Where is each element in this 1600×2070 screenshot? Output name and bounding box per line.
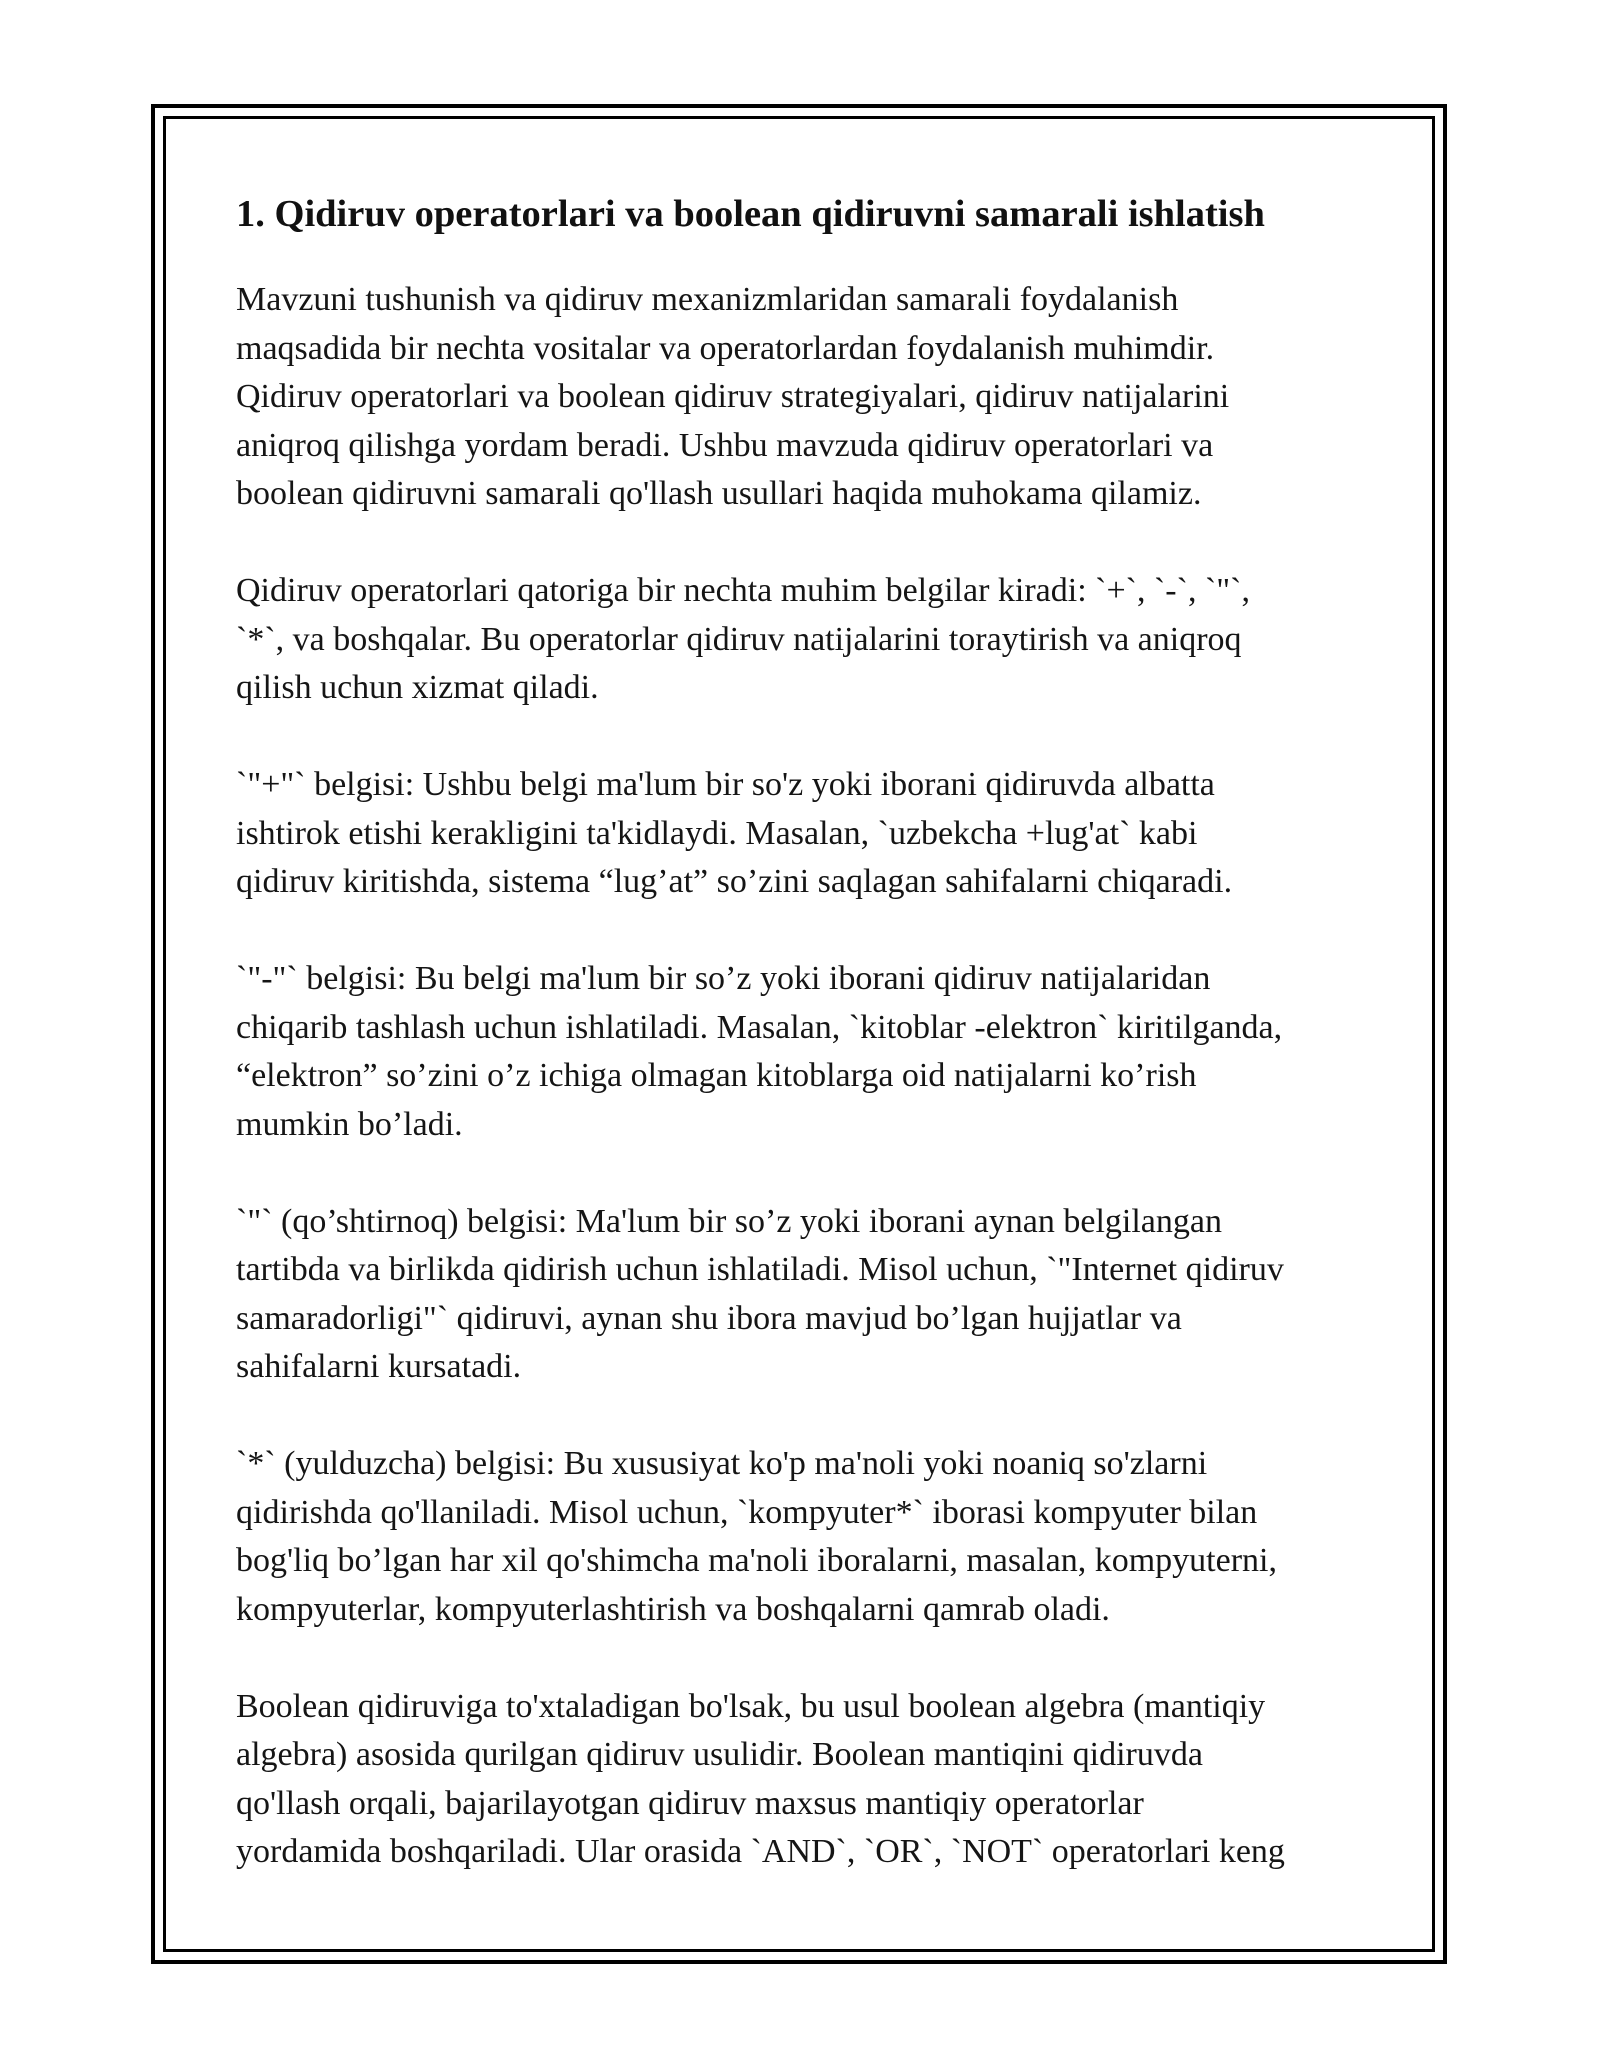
paragraph-minus-operator: `"-"` belgisi: Bu belgi ma'lum bir so’z yoki iborani qidiruv natijalaridan chiqarib tashlash uchun ishlatiladi. Masalan, `kitoblar -elektron` kiritilganda, “elektron” so’zini o’z ichiga olmagan kitoblarga oid natijalarni ko’rish mumkin bo’ladi. [236,960,1283,1143]
paragraph-operators-list: Qidiruv operatorlari qatoriga bir nechta muhim belgilar kiradi: `+`, `-`, `"`, `*`, va boshqalar. Bu operatorlar qidiruv natijalarini toraytirish va aniqroq qilish uchun xizmat qiladi. [236,572,1250,706]
paragraph-plus-operator: `"+"` belgisi: Ushbu belgi ma'lum bir so'z yoki iborani qidiruvda albatta ishtirok etishi kerakligini ta'kidlaydi. Masalan, `uzbekcha +lug'at` kabi qidiruv kiritishda, sistema “lug’at” so’zini saqlagan sahifalarni chiqaradi. [236,766,1233,900]
section-heading: 1. Qidiruv operatorlari va boolean qidiruvni samarali ishlatish [236,193,1265,235]
document-body [236,186,1386,1925]
paragraph-intro: Mavzuni tushunish va qidiruv mexanizmlaridan samarali foydalanish maqsadida bir nechta vositalar va operatorlardan foydalanish muhimdir. Qidiruv operatorlari va boolean qidiruv strategiyalari, qidiruv natijalarini aniqroq qilishga yordam beradi. Ushbu mavzuda qidiruv operatorlari va boolean qidiruvni samarali qo'llash usullari haqida muhokama qilamiz. [236,281,1230,512]
paragraph-quote-operator: `"` (qo’shtirnoq) belgisi: Ma'lum bir so’z yoki iborani aynan belgilangan tartibda va birlikda qidirish uchun ishlatiladi. Misol uchun, `"Internet qidiruv samaradorligi"` qidiruvi, aynan shu ibora mavjud bo’lgan hujjatlar va sahifalarni kursatadi. [236,1202,1284,1385]
paragraph-asterisk-operator: `*` (yulduzcha) belgisi: Bu xususiyat ko'p ma'noli yoki noaniq so'zlarni qidirishda qo'llaniladi. Misol uchun, `kompyuter*` iborasi kompyuter bilan bog'liq bo’lgan har xil qo'shimcha ma'noli iboralarni, masalan, kompyuterni, kompyuterlar, kompyuterlashtirish va boshqalarni qamrab oladi. [236,1445,1277,1628]
paragraph-boolean-search: Boolean qidiruviga to'xtaladigan bo'lsak, bu usul boolean algebra (mantiqiy algebra) asosida qurilgan qidiruv usulidir. Boolean mantiqini qidiruvda qo'llash orqali, bajarilayotgan qidiruv maxsus mantiqiy operatorlar yordamida boshqariladi. Ular orasida `AND`, `OR`, `NOT` operatorlari keng [236,1687,1285,1870]
